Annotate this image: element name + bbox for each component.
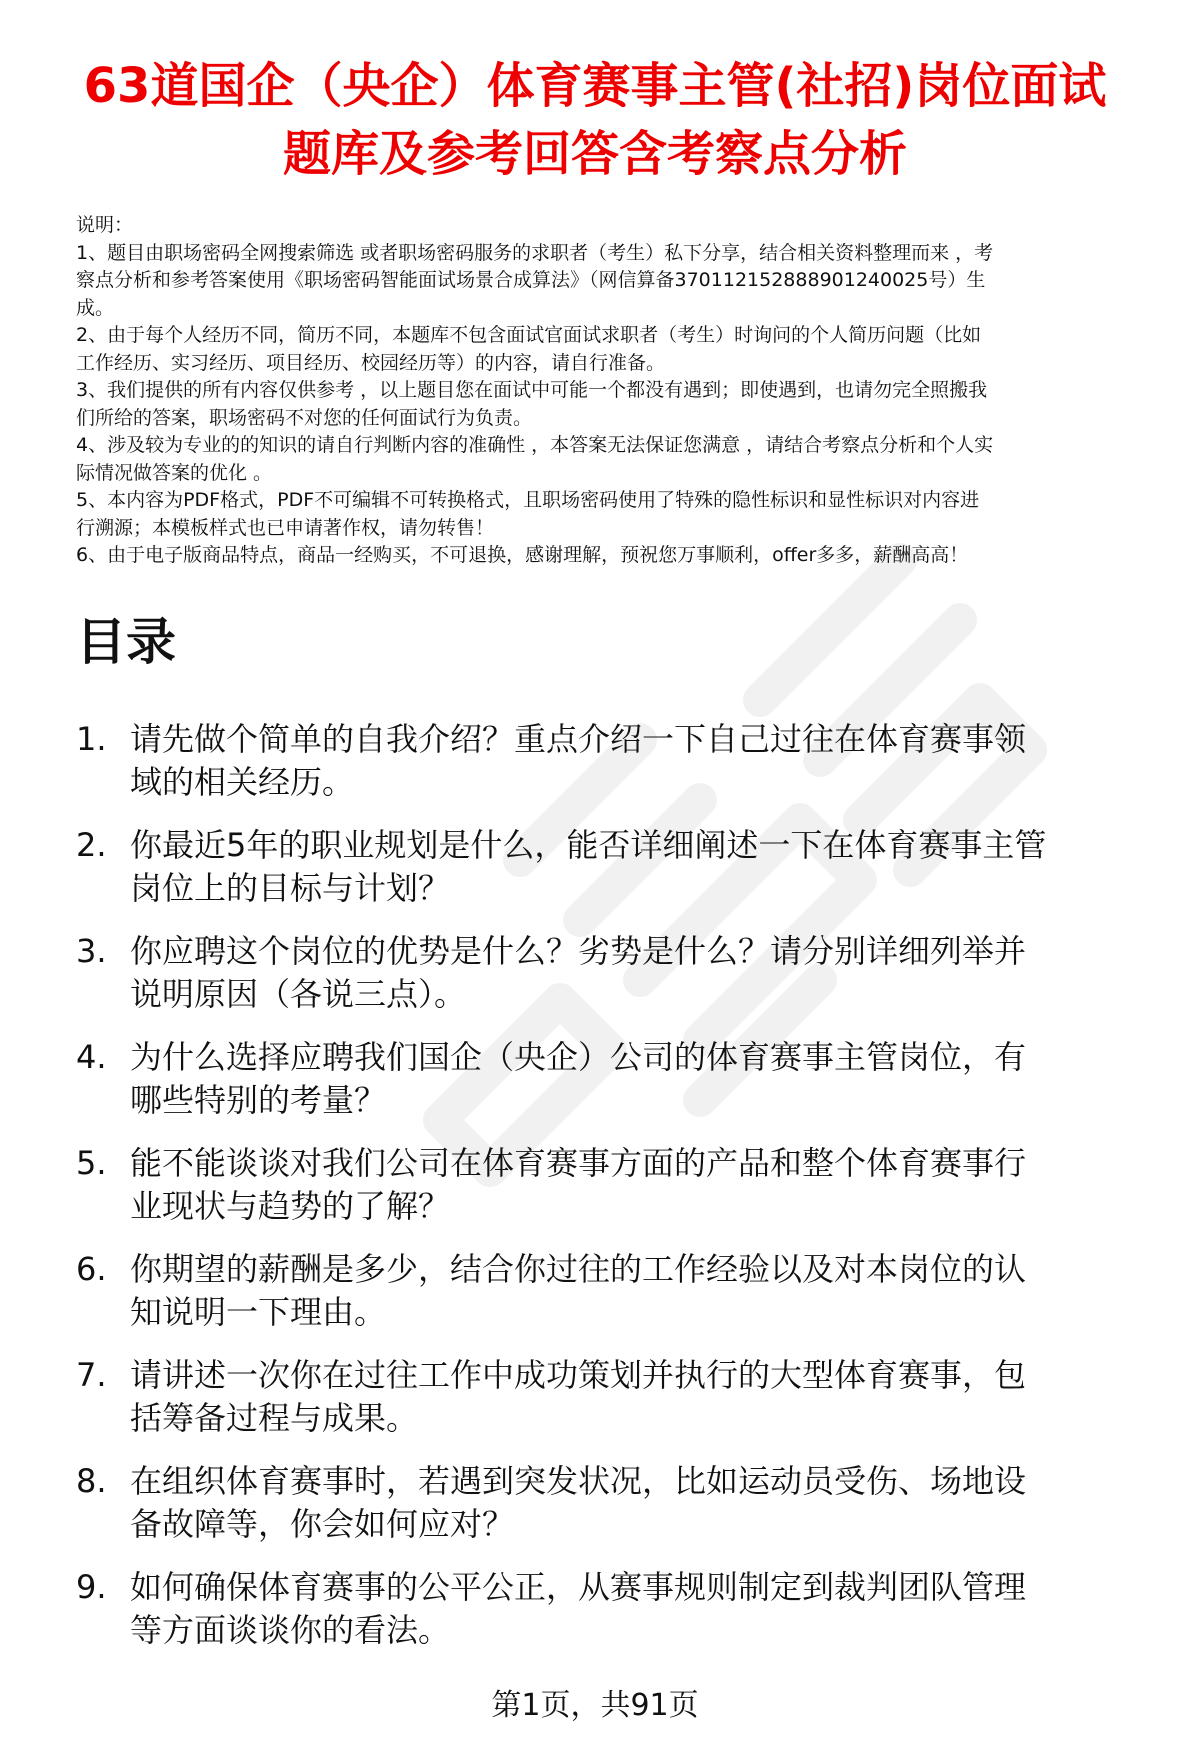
toc-item-number: 1. (76, 720, 107, 758)
instructions-line: 1、题目由职场密码全网搜索筛选 或者职场密码服务的求职者（考生）私下分享，结合相关资料整理而来 ，考 (76, 241, 994, 264)
page-number: 第1页，共91页 (491, 1688, 699, 1723)
toc-item-number: 3. (76, 932, 107, 970)
instructions-line: 2、由于每个人经历不同，简历不同，本题库不包含面试官面试求职者（考生）时询问的个人简历问题（比如 (76, 324, 982, 346)
toc-item-number: 8. (76, 1462, 107, 1500)
instructions-line: 察点分析和参考答案使用《职场密码智能面试场景合成算法》（网信算备370112152888901240025号）生 (76, 269, 986, 291)
toc-item-line: 如何确保体育赛事的公平公正，从赛事规则制定到裁判团队管理 (130, 1568, 1027, 1606)
instructions-line: 们所给的答案，职场密码不对您的任何面试行为负责。 (76, 406, 533, 429)
toc-item-text (130, 1142, 1166, 1228)
toc-item[interactable] (76, 1460, 1166, 1546)
toc-item-number: 5. (76, 1144, 107, 1182)
title-line-2: 题库及参考回答含考察点分析 (282, 126, 907, 182)
toc-item-line: 能不能谈谈对我们公司在体育赛事方面的产品和整个体育赛事行 (130, 1144, 1027, 1182)
title-line-1: 63道国企（央企）体育赛事主管(社招)岗位面试 (83, 58, 1107, 114)
toc-list (76, 718, 1166, 1672)
toc-item-text (130, 930, 1166, 1016)
toc-item[interactable] (76, 718, 1166, 804)
toc-item-line: 在组织体育赛事时，若遇到突发状况，比如运动员受伤、场地设 (130, 1462, 1027, 1500)
toc-item-line: 括筹备过程与成果。 (130, 1399, 419, 1437)
toc-item-text (130, 1248, 1166, 1334)
toc-item-line: 域的相关经历。 (130, 763, 355, 801)
toc-item-number: 7. (76, 1356, 107, 1394)
toc-item-line: 请讲述一次你在过往工作中成功策划并执行的大型体育赛事，包 (130, 1356, 1027, 1394)
toc-item-text (130, 824, 1166, 910)
toc-item-number: 6. (76, 1250, 107, 1288)
toc-item-text (130, 1036, 1166, 1122)
toc-item-line: 哪些特别的考量？ (130, 1081, 387, 1119)
toc-item-line: 等方面谈谈你的看法。 (130, 1611, 451, 1649)
toc-item-text (130, 718, 1166, 804)
instructions-line: 行溯源；本模板样式也已申请著作权，请勿转售！ (76, 516, 495, 539)
toc-item-line: 知说明一下理由。 (130, 1293, 387, 1331)
instructions-line: 工作经历、实习经历、项目经历、校园经历等）的内容，请自行准备。 (76, 351, 666, 374)
instructions-line: 际情况做答案的优化 。 (76, 461, 273, 484)
toc-item-line: 备故障等，你会如何应对？ (130, 1505, 515, 1543)
toc-heading: 目录 (76, 613, 176, 671)
toc-item-text (130, 1354, 1166, 1440)
toc-item[interactable] (76, 1036, 1166, 1122)
toc-item-number: 4. (76, 1038, 107, 1076)
toc-item-text (130, 1566, 1166, 1652)
instructions-line: 4、涉及较为专业的的知识的请自行判断内容的准确性 ，本答案无法保证您满意 ，请结合考察点分析和个人实 (76, 434, 994, 456)
toc-item-number: 2. (76, 826, 107, 864)
toc-item[interactable] (76, 930, 1166, 1016)
document-title (40, 52, 1150, 188)
instructions-line: 3、我们提供的所有内容仅供参考 ，以上题目您在面试中可能一个都没有遇到；即使遇到，也请勿完全照搬我 (76, 379, 988, 401)
toc-item-line: 业现状与趋势的了解？ (130, 1187, 451, 1225)
toc-item[interactable] (76, 1354, 1166, 1440)
toc-item-line: 岗位上的目标与计划？ (130, 869, 451, 907)
instructions-line: 6、由于电子版商品特点，商品一经购买，不可退换，感谢理解，预祝您万事顺利，offer多多，薪酬高高！ (76, 544, 969, 566)
toc-item-line: 请先做个简单的自我介绍？重点介绍一下自己过往在体育赛事领 (130, 720, 1027, 758)
toc-item[interactable] (76, 1248, 1166, 1334)
toc-item[interactable] (76, 824, 1166, 910)
instructions-block (76, 212, 1166, 570)
toc-item-text (130, 1460, 1166, 1546)
toc-item-line: 你应聘这个岗位的优势是什么？劣势是什么？请分别详细列举并 (130, 932, 1027, 970)
instructions-header: 说明： (76, 214, 134, 236)
toc-item-line: 你最近5年的职业规划是什么，能否详细阐述一下在体育赛事主管 (130, 826, 1047, 864)
toc-item-line: 说明原因（各说三点）。 (130, 975, 467, 1013)
instructions-line: 成。 (76, 296, 115, 319)
toc-item[interactable] (76, 1566, 1166, 1652)
toc-item-line: 为什么选择应聘我们国企（央企）公司的体育赛事主管岗位，有 (130, 1038, 1027, 1076)
instructions-line: 5、本内容为PDF格式，PDF不可编辑不可转换格式，且职场密码使用了特殊的隐性标识和显性标识对内容进 (76, 489, 980, 511)
toc-item[interactable] (76, 1142, 1166, 1228)
toc-item-number: 9. (76, 1568, 107, 1606)
toc-item-line: 你期望的薪酬是多少，结合你过往的工作经验以及对本岗位的认 (130, 1250, 1027, 1288)
